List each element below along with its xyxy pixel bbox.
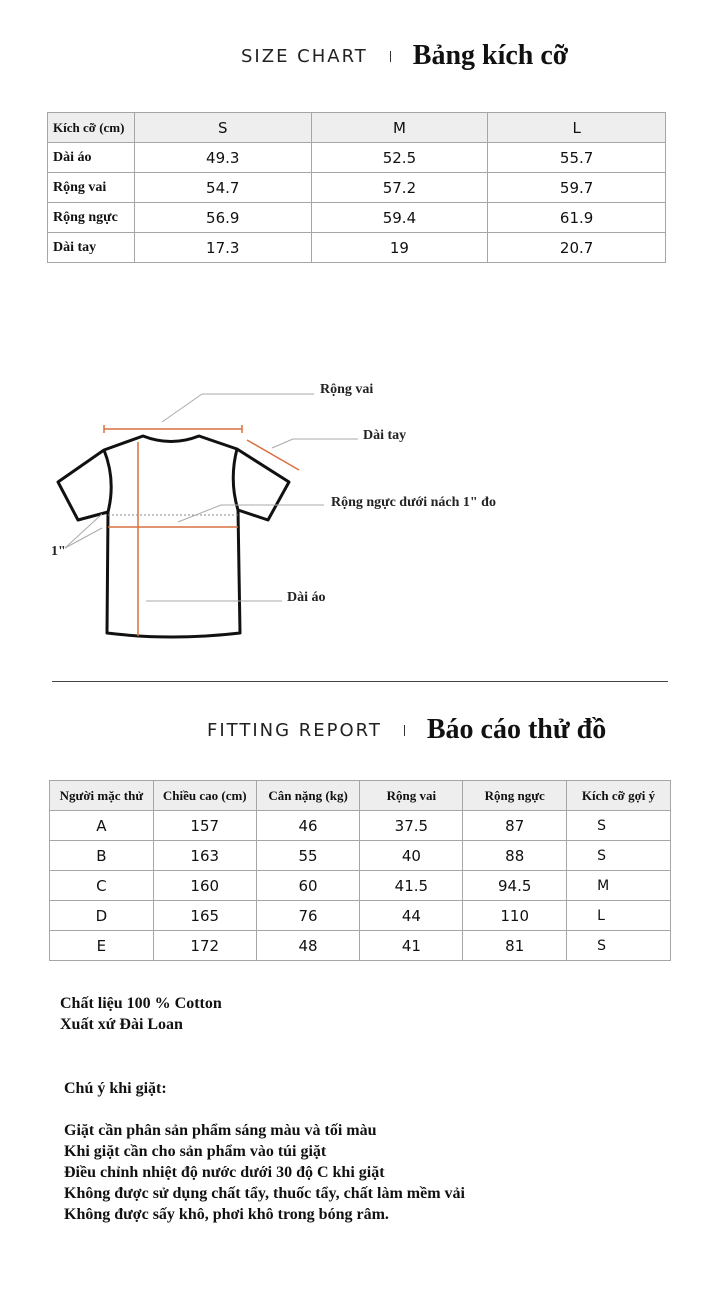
- column-header: Rộng ngực: [463, 781, 567, 811]
- table-cell: 49.3: [134, 143, 311, 173]
- table-cell: M: [567, 871, 671, 901]
- table-row: [50, 841, 671, 871]
- origin-text: Xuất xứ Đài Loan: [60, 1016, 183, 1033]
- table-cell: 20.7: [488, 233, 666, 263]
- size-label: M: [311, 113, 488, 143]
- size-chart-title-vn: Bảng kích cỡ: [412, 40, 569, 71]
- table-cell: 55.7: [488, 143, 666, 173]
- table-cell: S: [567, 841, 671, 871]
- spacer: [64, 1099, 465, 1120]
- fitting-header-row: [50, 781, 671, 811]
- care-item: Không được sử dụng chất tẩy, thuốc tẩy, chất làm mềm vải: [64, 1185, 465, 1202]
- table-cell: 41: [360, 931, 463, 961]
- care-item: Khi giặt cần cho sản phẩm vào túi giặt: [64, 1143, 327, 1160]
- sleeve-measure-line: [247, 440, 299, 470]
- table-cell: E: [50, 931, 154, 961]
- table-cell: 61.9: [488, 203, 666, 233]
- size-chart-table: [47, 112, 666, 263]
- table-row: [48, 143, 666, 173]
- table-cell: 81: [463, 931, 567, 961]
- table-row: [50, 871, 671, 901]
- table-cell: 60: [256, 871, 360, 901]
- row-label: Rộng vai: [48, 173, 135, 203]
- material-text: Chất liệu 100 % Cotton: [60, 995, 222, 1012]
- table-cell: 76: [256, 901, 360, 931]
- column-header: Người mặc thử: [50, 781, 154, 811]
- table-row: [48, 203, 666, 233]
- table-cell: 110: [463, 901, 567, 931]
- table-cell: 172: [153, 931, 256, 961]
- chest-leader: [178, 505, 221, 522]
- corner-label: Kích cỡ (cm): [48, 113, 135, 143]
- care-instructions: [64, 1078, 465, 1225]
- size-label: L: [488, 113, 666, 143]
- table-cell: 37.5: [360, 811, 463, 841]
- table-cell: 57.2: [311, 173, 488, 203]
- chest-label: Rộng ngực dưới nách 1" đo: [331, 495, 496, 510]
- row-label: Dài áo: [48, 143, 135, 173]
- sleeve-seam-left: [104, 450, 111, 512]
- table-cell: B: [50, 841, 154, 871]
- table-cell: 41.5: [360, 871, 463, 901]
- row-label: Rộng ngực: [48, 203, 135, 233]
- shoulder-leader: [162, 394, 202, 422]
- table-cell: 87: [463, 811, 567, 841]
- inch-label: 1": [51, 544, 66, 559]
- table-cell: 55: [256, 841, 360, 871]
- table-cell: 44: [360, 901, 463, 931]
- size-chart-header-row: [48, 113, 666, 143]
- table-cell: 17.3: [134, 233, 311, 263]
- care-title: Chú ý khi giặt:: [64, 1080, 167, 1097]
- header-separator: [404, 725, 405, 736]
- table-cell: A: [50, 811, 154, 841]
- tshirt-outline: [58, 436, 289, 637]
- fitting-report-title-en: FITTING REPORT: [207, 719, 382, 741]
- column-header: Chiều cao (cm): [153, 781, 256, 811]
- fitting-report-header: [207, 714, 606, 746]
- table-cell: L: [567, 901, 671, 931]
- table-row: [50, 901, 671, 931]
- table-cell: 48: [256, 931, 360, 961]
- column-header: Rộng vai: [360, 781, 463, 811]
- table-cell: 56.9: [134, 203, 311, 233]
- length-label: Dài áo: [287, 590, 326, 605]
- product-info: [60, 993, 222, 1035]
- table-cell: 160: [153, 871, 256, 901]
- column-header: Cân nặng (kg): [256, 781, 360, 811]
- fitting-report-table: [49, 780, 671, 961]
- table-cell: S: [567, 811, 671, 841]
- table-cell: 94.5: [463, 871, 567, 901]
- table-cell: 52.5: [311, 143, 488, 173]
- care-item: Giặt cần phân sản phẩm sáng màu và tối màu: [64, 1122, 377, 1139]
- table-cell: 88: [463, 841, 567, 871]
- table-cell: C: [50, 871, 154, 901]
- sleeve-leader: [272, 439, 293, 448]
- table-cell: 54.7: [134, 173, 311, 203]
- table-cell: 40: [360, 841, 463, 871]
- table-cell: 163: [153, 841, 256, 871]
- sleeve-seam-right: [233, 449, 238, 510]
- section-divider: [52, 681, 668, 682]
- table-cell: 59.4: [311, 203, 488, 233]
- fitting-report-title-vn: Báo cáo thử đồ: [426, 714, 607, 745]
- table-row: [48, 233, 666, 263]
- row-label: Dài tay: [48, 233, 135, 263]
- table-cell: D: [50, 901, 154, 931]
- size-chart-header: [241, 40, 568, 72]
- table-cell: 19: [311, 233, 488, 263]
- table-row: [50, 811, 671, 841]
- table-row: [48, 173, 666, 203]
- table-cell: 46: [256, 811, 360, 841]
- table-cell: 59.7: [488, 173, 666, 203]
- header-separator: [390, 51, 391, 62]
- size-chart-title-en: SIZE CHART: [241, 45, 368, 67]
- shoulder-label: Rộng vai: [320, 382, 374, 397]
- table-cell: 157: [153, 811, 256, 841]
- column-header: Kích cỡ gợi ý: [567, 781, 671, 811]
- table-row: [50, 931, 671, 961]
- sleeve-label: Dài tay: [363, 428, 407, 443]
- table-cell: 165: [153, 901, 256, 931]
- care-item: Điều chỉnh nhiệt độ nước dưới 30 độ C khi giặt: [64, 1164, 385, 1181]
- table-cell: S: [567, 931, 671, 961]
- size-label: S: [134, 113, 311, 143]
- care-item: Không được sấy khô, phơi khô trong bóng râm.: [64, 1206, 389, 1223]
